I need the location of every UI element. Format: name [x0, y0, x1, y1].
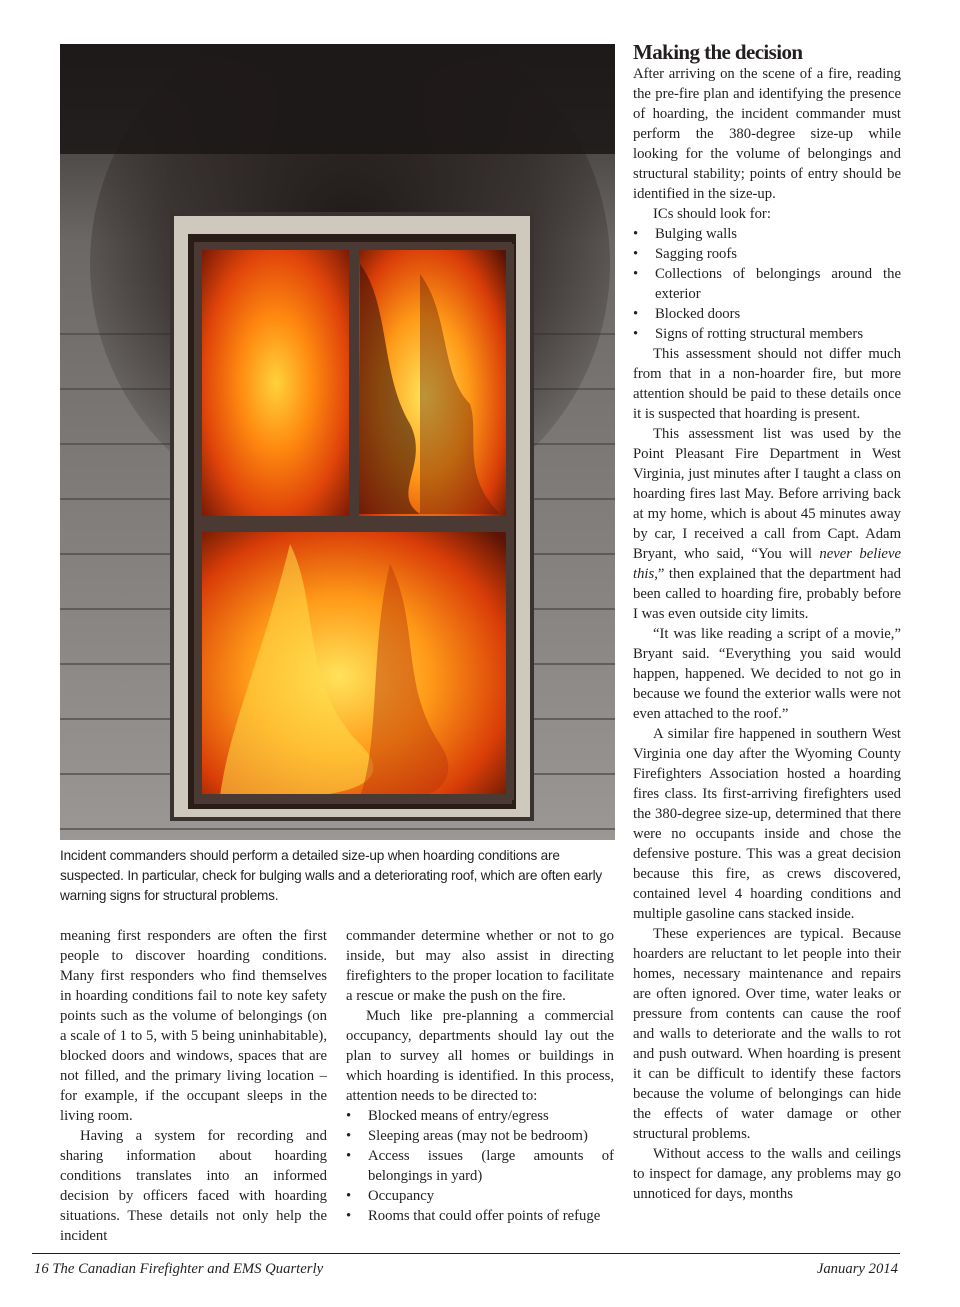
list-item: • Access issues (large amounts of belongings in yard) [346, 1146, 614, 1186]
list-item: • Sleeping areas (may not be bedroom) [346, 1126, 614, 1146]
list-item: • Rooms that could offer points of refuge [346, 1206, 614, 1226]
right-paragraph-1: After arriving on the scene of a fire, reading the pre-fire plan and identifying the presence of hoarding, the incident commander must perform the 380-degree size-up while looking for the volume of belongings and structural stability; points of entry should be identified in the size-up. [633, 66, 901, 202]
right-paragraph-8: Without access to the walls and ceilings to inspect for damage, any problems may go unnoticed for days, months [633, 1146, 901, 1202]
size-up-checklist [633, 224, 901, 344]
quote-lead: This assessment list was used by the Point Pleasant Fire Department in West Virginia, just minutes after I taught a class on hoarding fires last May. Before arriving back at my home, which is about 45 minutes away by car, I received a call from Capt. Adam Bryant, who said, “You will [633, 426, 901, 562]
right-paragraph-3: This assessment should not differ much from that in a non-hoarder fire, but more attention should be paid to these details once it is suspected that hoarding is present. [633, 346, 901, 422]
list-item: • Sagging roofs [633, 244, 901, 264]
right-paragraph-2: ICs should look for: [653, 206, 771, 222]
article-column-left [60, 926, 327, 1246]
right-paragraph-5: “It was like reading a script of a movie,” Bryant said. “Everything you said would happen, happened. We decided to not go in because we found the exterior walls were not even attached to the roof.” [633, 626, 901, 722]
left-paragraph-2: Having a system for recording and sharing information about hoarding conditions translates into an informed decision by officers faced with hoarding situations. These details not only help the incident [60, 1128, 327, 1244]
article-column-right [633, 64, 901, 1204]
list-item: • Occupancy [346, 1186, 614, 1206]
left-paragraph-1: meaning first responders are often the first people to discover hoarding conditions. Many first responders who find themselves in hoarding conditions fail to note key safety points such as the volume of belongings (on a scale of 1 to 5, with 5 being uninhabitable), blocked doors and windows, spaces that are not filled, and the primary living location – for example, if the occupant sleeps in the living room. [60, 928, 327, 1124]
middle-paragraph-1: commander determine whether or not to go inside, but may also assist in directing firefighters to the proper location to facilitate a rescue or make the push on the fire. [346, 928, 614, 1004]
burning-window-image [60, 44, 615, 840]
list-item: • Bulging walls [633, 224, 901, 244]
middle-paragraph-2: Much like pre-planning a commercial occupancy, departments should lay out the plan to survey all homes or buildings in which hoarding is identified. In this process, attention needs to be directed to: [346, 1008, 614, 1104]
right-paragraph-4 [633, 424, 901, 624]
footer-publication: 16 The Canadian Firefighter and EMS Quarterly [34, 1261, 324, 1277]
right-paragraph-7: These experiences are typical. Because hoarders are reluctant to let people into their homes, necessary maintenance and repairs are often ignored. Over time, water leaks or pressure from contents can cause the roof and walls to deteriorate and the walls to rot and push outward. When hoarding is present it can be difficult to identify these factors because the volume of belongings can hide the effects of water damage or other structural problems. [633, 926, 901, 1142]
section-heading: Making the decision [633, 40, 803, 64]
footer-date: January 2014 [816, 1261, 898, 1277]
article-column-middle [346, 926, 614, 1226]
footer-divider [32, 1253, 900, 1254]
list-item: • Blocked means of entry/egress [346, 1106, 614, 1126]
list-item: • Blocked doors [633, 304, 901, 324]
survey-attention-list [346, 1106, 614, 1226]
fire-window-photo [60, 44, 615, 840]
photo-caption: Incident commanders should perform a detailed size-up when hoarding conditions are suspected. In particular, check for bulging walls and a deteriorating roof, which are often early warning signs for structural problems. [60, 848, 603, 903]
right-paragraph-6: A similar fire happened in southern West Virginia one day after the Wyoming County Firefighters Association hosted a hoarding fires class. Its first-arriving firefighters used the 380-degree size-up, determined that there were no occupants inside and chose the defensive posture. This was a great decision because this fire, as crews discovered, contained level 4 hoarding conditions and multiple gasoline cans stacked inside. [633, 726, 901, 922]
list-item: • Collections of belongings around the exterior [633, 264, 901, 304]
quote-tail: ,” then explained that the department had been called to hoarding fire, probably before I was even outside city limits. [633, 566, 901, 622]
list-item: • Signs of rotting structural members [633, 324, 901, 344]
quote-emphasis: never believe this [633, 546, 901, 582]
